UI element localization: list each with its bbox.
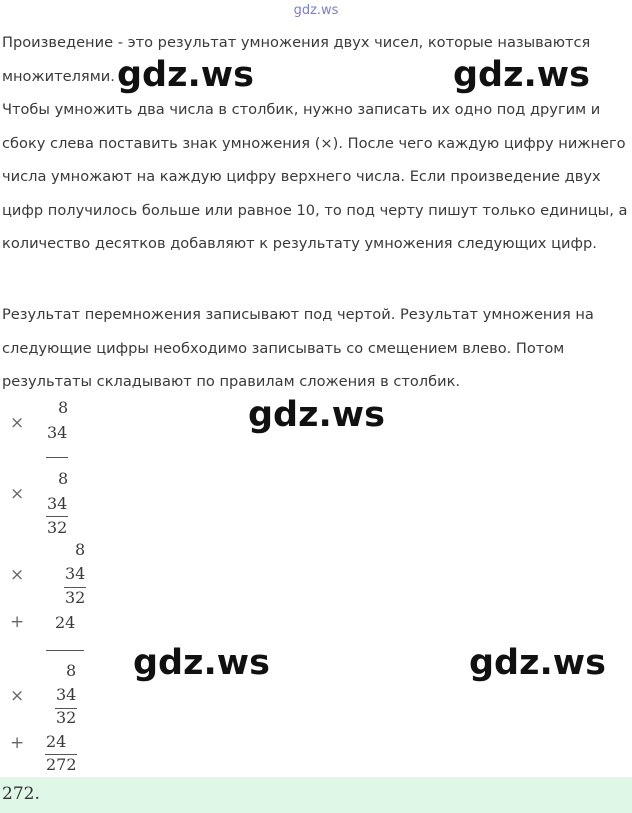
paragraph-result	[2, 298, 630, 399]
rule-line	[46, 516, 68, 517]
bottom-number: 34	[47, 494, 68, 513]
watermark: gdz.ws	[453, 55, 590, 95]
watermark: gdz.ws	[248, 395, 385, 435]
watermark: gdz.ws	[469, 643, 606, 683]
paragraph-method: Чтобы умножить два числа в столбик, нужно записать их одно под другим и сбоку слева поставить знак умножения (×). После чего каждую цифру нижнего числа умножают на каждую цифру верхнего числа. Если произведение двух цифр получилось больше или равное 10, то под черту пишут только единицы, а количество десятков добавляют к результату умножения следующих цифр.	[2, 101, 628, 252]
top-number: 8	[58, 398, 69, 417]
multiply-sign: ×	[10, 413, 25, 433]
partial-product-1: 32	[56, 708, 77, 727]
multiply-sign: ×	[10, 565, 25, 585]
top-number: 8	[58, 469, 69, 488]
paragraph-result-text: Результат перемножения записывают под чертой. Результат умножения на следующие цифры необходимо записывать со смещением влево. Потом результаты складывают по правилам сложения в столбик.	[2, 306, 594, 390]
answer-box	[0, 777, 632, 813]
partial-product-2: 24	[46, 732, 67, 751]
bottom-number: 34	[65, 564, 86, 583]
rule-line	[46, 457, 68, 458]
plus-sign: +	[10, 612, 25, 632]
partial-product-2: 24	[55, 613, 76, 632]
rule-line	[46, 650, 84, 651]
paragraph-definition: Произведение - это результат умножения двух чисел, которые называются множителями.	[2, 34, 591, 85]
answer-text: 272.	[2, 784, 40, 804]
partial-product-1: 32	[65, 588, 86, 607]
partial-product: 32	[47, 518, 68, 537]
bottom-number: 34	[47, 423, 68, 442]
site-link[interactable]: gdz.ws	[293, 3, 339, 18]
multiply-sign: ×	[10, 686, 25, 706]
top-number: 8	[75, 540, 86, 559]
final-result: 272	[46, 755, 77, 774]
multiply-sign: ×	[10, 484, 25, 504]
watermark: gdz.ws	[133, 643, 270, 683]
plus-sign: +	[10, 733, 25, 753]
top-number: 8	[66, 661, 77, 680]
watermark: gdz.ws	[117, 55, 254, 95]
bottom-number: 34	[56, 685, 77, 704]
